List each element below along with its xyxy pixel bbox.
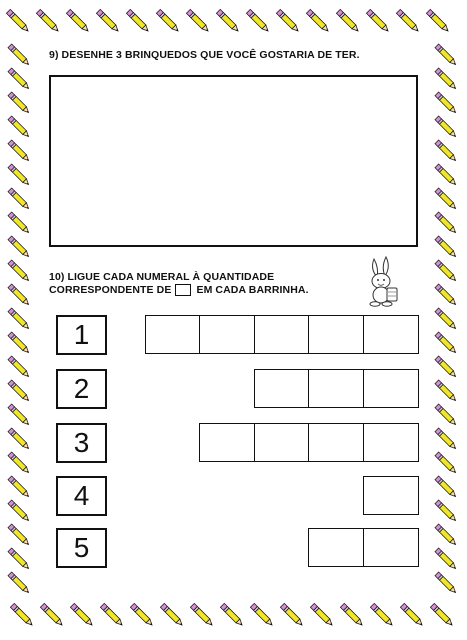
unit-square[interactable]	[199, 423, 255, 462]
pencil-icon	[435, 164, 457, 186]
pencil-icon	[435, 236, 457, 258]
numeral-box-2[interactable]: 2	[56, 369, 107, 409]
pencil-icon	[8, 476, 30, 498]
question-10-subtitle-end: EM CADA BARRINHA.	[196, 284, 309, 296]
pencil-icon	[435, 404, 457, 426]
pencil-icon	[400, 603, 424, 627]
pencil-icon	[40, 603, 64, 627]
pencil-icon	[8, 452, 30, 474]
pencil-icon	[8, 332, 30, 354]
bunny-icon	[360, 255, 408, 307]
unit-square[interactable]	[199, 315, 255, 354]
pencil-icon	[8, 356, 30, 378]
pencil-icon	[160, 603, 184, 627]
pencil-icon	[435, 500, 457, 522]
pencil-icon	[130, 603, 154, 627]
pencil-icon	[8, 140, 30, 162]
numeral-box-4[interactable]: 4	[56, 476, 107, 516]
pencil-icon	[8, 404, 30, 426]
pencil-icon	[36, 9, 60, 33]
pencil-icon	[6, 9, 30, 33]
numeral-box-5[interactable]: 5	[56, 528, 107, 568]
pencil-icon	[435, 356, 457, 378]
pencil-icon	[66, 9, 90, 33]
pencil-icon	[435, 548, 457, 570]
pencil-icon	[435, 572, 457, 594]
pencil-icon	[430, 603, 454, 627]
question-9-title: 9) DESENHE 3 BRINQUEDOS QUE VOCÊ GOSTARIA DE TER.	[49, 49, 360, 61]
question-10-subtitle-start: CORRESPONDENTE DE	[49, 284, 172, 296]
pencil-icon	[8, 572, 30, 594]
pencil-icon	[435, 116, 457, 138]
unit-square[interactable]	[363, 528, 419, 567]
pencil-icon	[8, 212, 30, 234]
unit-square[interactable]	[254, 369, 310, 408]
pencil-icon	[8, 44, 30, 66]
pencil-icon	[306, 9, 330, 33]
pencil-icon	[8, 500, 30, 522]
pencil-icon	[276, 9, 300, 33]
pencil-icon	[8, 284, 30, 306]
unit-square[interactable]	[363, 476, 419, 515]
numeral-box-1[interactable]: 1	[56, 315, 107, 355]
pencil-icon	[8, 428, 30, 450]
pencil-icon	[426, 9, 450, 33]
pencil-icon	[8, 236, 30, 258]
question-10-title: 10) LIGUE CADA NUMERAL À QUANTIDADE	[49, 271, 275, 283]
pencil-icon	[10, 603, 34, 627]
pencil-icon	[8, 116, 30, 138]
unit-square-icon	[175, 284, 191, 296]
unit-square[interactable]	[363, 315, 419, 354]
unit-square[interactable]	[363, 423, 419, 462]
pencil-icon	[336, 9, 360, 33]
pencil-icon	[220, 603, 244, 627]
pencil-icon	[8, 524, 30, 546]
pencil-icon	[435, 308, 457, 330]
pencil-icon	[8, 164, 30, 186]
pencil-icon	[340, 603, 364, 627]
pencil-icon	[435, 260, 457, 282]
pencil-icon	[246, 9, 270, 33]
pencil-icon	[8, 260, 30, 282]
pencil-icon	[280, 603, 304, 627]
pencil-icon	[435, 92, 457, 114]
pencil-icon	[435, 188, 457, 210]
pencil-icon	[435, 284, 457, 306]
unit-square[interactable]	[145, 315, 201, 354]
drawing-area[interactable]	[49, 75, 418, 247]
pencil-icon	[126, 9, 150, 33]
pencil-icon	[370, 603, 394, 627]
pencil-icon	[366, 9, 390, 33]
pencil-icon	[96, 9, 120, 33]
pencil-icon	[250, 603, 274, 627]
pencil-icon	[435, 380, 457, 402]
pencil-icon	[435, 140, 457, 162]
numeral-box-3[interactable]: 3	[56, 423, 107, 463]
pencil-icon	[435, 332, 457, 354]
pencil-icon	[435, 44, 457, 66]
pencil-icon	[8, 92, 30, 114]
unit-square[interactable]	[308, 315, 364, 354]
pencil-icon	[310, 603, 334, 627]
pencil-icon	[8, 68, 30, 90]
unit-square[interactable]	[308, 528, 364, 567]
pencil-icon	[396, 9, 420, 33]
pencil-icon	[8, 308, 30, 330]
unit-square[interactable]	[308, 369, 364, 408]
pencil-icon	[435, 68, 457, 90]
pencil-icon	[186, 9, 210, 33]
pencil-icon	[435, 476, 457, 498]
pencil-icon	[190, 603, 214, 627]
pencil-icon	[216, 9, 240, 33]
pencil-icon	[435, 452, 457, 474]
pencil-icon	[435, 428, 457, 450]
unit-square[interactable]	[254, 423, 310, 462]
pencil-icon	[435, 212, 457, 234]
pencil-icon	[8, 548, 30, 570]
question-10-subtitle	[49, 284, 309, 296]
pencil-icon	[8, 380, 30, 402]
pencil-icon	[156, 9, 180, 33]
pencil-icon	[435, 524, 457, 546]
pencil-icon	[70, 603, 94, 627]
pencil-icon	[8, 188, 30, 210]
unit-square[interactable]	[308, 423, 364, 462]
unit-square[interactable]	[254, 315, 310, 354]
pencil-icon	[100, 603, 124, 627]
unit-square[interactable]	[363, 369, 419, 408]
